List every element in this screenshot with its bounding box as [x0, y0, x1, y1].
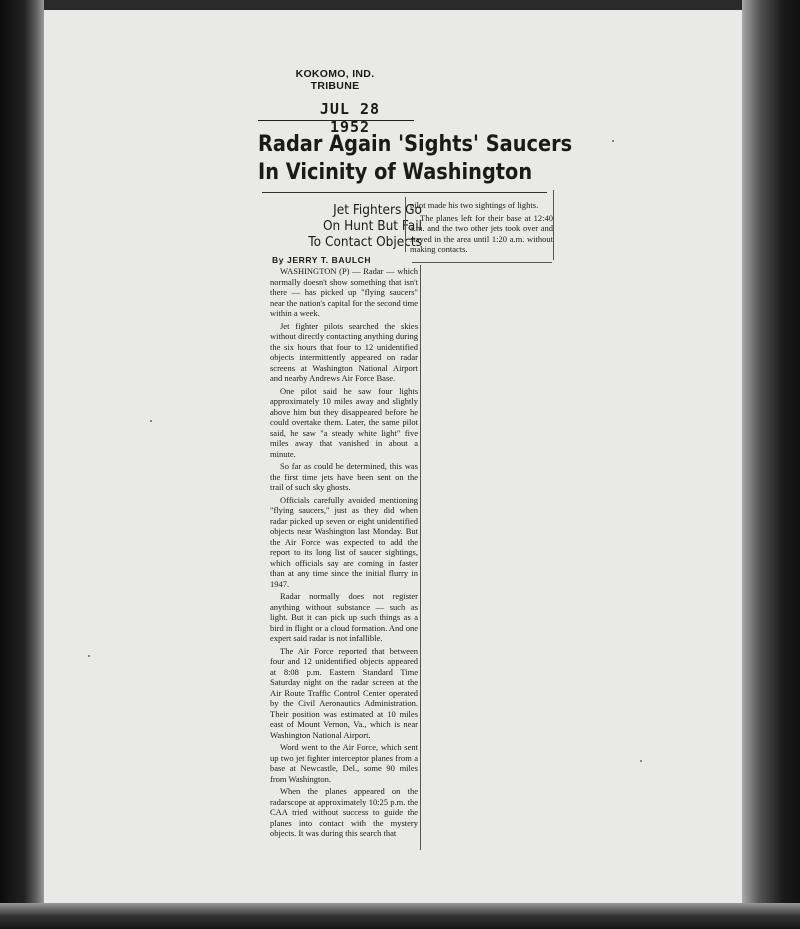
- paragraph: pilot made his two sightings of lights.: [410, 200, 539, 210]
- byline: By JERRY T. BAULCH: [272, 255, 372, 265]
- headline-rule: [262, 192, 547, 193]
- date-stamp: JUL 28 1952: [319, 100, 381, 136]
- headline-line-2: In Vicinity of Washington: [258, 159, 533, 185]
- column-divider: [553, 190, 554, 260]
- paragraph: The planes left for their base at 12:40 a.m. and the two other jets took over and stayed in the area until 1:20 a.m. without making contacts.: [410, 212, 553, 254]
- paragraph: One pilot said he saw four lights approximately 10 miles away and slightly above him but they disappeared before he could overtake them. Later, the same pilot said, he saw "a steady white light" five miles away that vanished in about a minute.: [270, 385, 418, 459]
- subhead-line-1: Jet Fighters Go: [333, 202, 422, 218]
- article-column-2: [410, 200, 553, 257]
- masthead-city: KOKOMO, IND.: [295, 68, 375, 80]
- newspaper-masthead: [280, 68, 390, 92]
- paragraph: Radar normally does not register anything without substance — such as light. But it can pick up such things as a bird in flight or a cloud formation. And one expert said radar is not infallible.: [270, 591, 418, 643]
- headline: [258, 130, 573, 186]
- paragraph: Word went to the Air Force, which sent up two jet fighter interceptor planes from a base at Newcastle, Del., some 90 miles from Washington.: [270, 742, 418, 784]
- scan-speck: [150, 420, 152, 422]
- column-divider: [405, 197, 406, 252]
- subheadline: [287, 202, 422, 250]
- paragraph: Officials carefully avoided mentioning "flying saucers," just as they did when radar picked up seven or eight unidentified objects near Washington last Monday. But the Air Force was expected to add the report to its long list of saucer sightings, which officials say are coming in faster than at any time since the initial flurry in 1947.: [270, 494, 418, 589]
- scan-border-left: [0, 0, 44, 929]
- paragraph: The Air Force reported that between four and 12 unidentified objects appeared at 8:08 p.m. Eastern Standard Time Saturday night on the radar screen at the Air Route Traffic Control Center operated by the Civil Aeronautics Administration. Their position was estimated at 10 miles east of Mount Vernon, Va., which is near Washington National Airport.: [270, 645, 418, 740]
- paragraph: So far as could be determined, this was the first time jets have been sent on the trail of such sky ghosts.: [270, 461, 418, 492]
- column-divider: [420, 265, 421, 850]
- scan-speck: [612, 140, 614, 142]
- scan-speck: [88, 655, 90, 657]
- paragraph: WASHINGTON (P) — Radar — which normally doesn't show something that isn't there — has picked up "flying saucers" near the nation's capital for the second time within a week.: [270, 266, 418, 318]
- subhead-line-3: To Contact Objects: [308, 234, 422, 250]
- paragraph: Jet fighter pilots searched the skies without directly contacting anything during the six hours that four to 12 unidentified objects intermittently appeared on radar screens at Washington National Airport and nearby Andrews Air Force Base.: [270, 320, 418, 383]
- article-column-1: [270, 266, 418, 841]
- column-end-rule: [412, 262, 552, 263]
- scan-speck: [640, 760, 642, 762]
- headline-line-1: Radar Again 'Sights' Saucers: [258, 131, 573, 157]
- scan-border-bottom: [0, 903, 800, 929]
- masthead-paper: TRIBUNE: [310, 80, 360, 92]
- scan-border-top: [0, 0, 800, 10]
- paragraph: When the planes appeared on the radarscope at approximately 10:25 p.m. the CAA tried without success to guide the planes into contact with the mystery objects. It was during this search that: [270, 786, 418, 838]
- subhead-line-2: On Hunt But Fail: [322, 218, 422, 234]
- scan-border-right: [742, 0, 800, 929]
- date-underline: [258, 120, 414, 121]
